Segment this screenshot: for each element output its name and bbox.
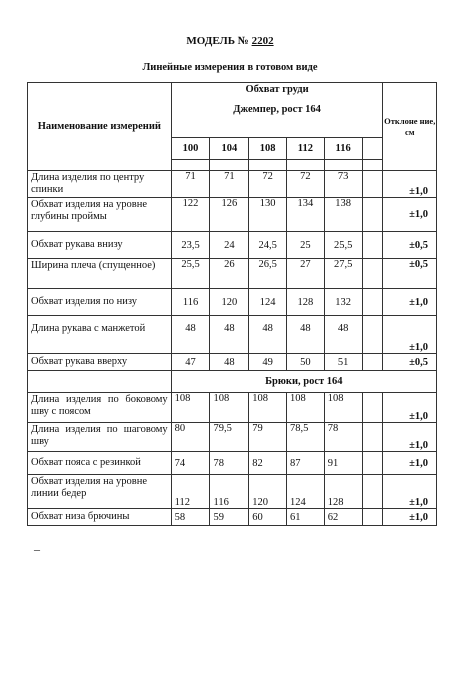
blank-cell xyxy=(249,160,287,171)
deviation-value: ±0,5 xyxy=(383,259,437,289)
measurement-value: 48 xyxy=(249,316,287,354)
measurement-name: Обхват изделия на уровне линии бедер xyxy=(28,475,172,509)
measurement-value: 134 xyxy=(287,198,325,232)
chest-header: Обхват груди xyxy=(245,84,309,95)
table-row xyxy=(28,452,437,475)
measurement-value: 116 xyxy=(210,475,249,509)
measurement-value: 78 xyxy=(324,423,362,452)
measurement-value: 59 xyxy=(210,509,249,526)
table-row xyxy=(28,354,437,371)
blank-cell xyxy=(362,198,383,232)
measurement-value: 78,5 xyxy=(287,423,325,452)
measurement-value: 128 xyxy=(287,289,325,316)
blank-cell xyxy=(210,160,249,171)
table-row xyxy=(28,423,437,452)
measurement-value: 108 xyxy=(171,393,210,423)
document-subtitle: Линейные измерения в готовом виде xyxy=(142,62,318,73)
measurement-value: 79 xyxy=(249,423,287,452)
measurement-value: 72 xyxy=(287,171,325,198)
blank-cell xyxy=(362,354,383,371)
measurement-value: 60 xyxy=(249,509,287,526)
measurement-value: 61 xyxy=(287,509,325,526)
deviation-value: ±1,0 xyxy=(383,452,437,475)
measurement-name: Длина изделия по центру спинки xyxy=(28,171,172,198)
measurement-value: 128 xyxy=(324,475,362,509)
blank-cell xyxy=(362,509,383,526)
measurement-value: 24 xyxy=(210,232,249,259)
model-label: МОДЕЛЬ № xyxy=(186,35,249,47)
table-row xyxy=(28,509,437,526)
measurement-name: Обхват рукава вверху xyxy=(28,354,172,371)
jumper-header: Джемпер, рост 164 xyxy=(233,104,321,115)
name-column-header: Наименование измерений xyxy=(28,83,172,171)
deviation-value: ±1,0 xyxy=(383,509,437,526)
measurement-value: 108 xyxy=(249,393,287,423)
deviation-value: ±1,0 xyxy=(383,198,437,232)
measurement-value: 51 xyxy=(324,354,362,371)
deviation-value: ±0,5 xyxy=(383,354,437,371)
measurement-value: 48 xyxy=(287,316,325,354)
measurement-value: 25,5 xyxy=(171,259,210,289)
table-row xyxy=(28,232,437,259)
chest-header-cell xyxy=(171,83,383,138)
blank-cell xyxy=(324,160,362,171)
measurement-name: Ширина плеча (спущенное) xyxy=(28,259,172,289)
measurement-value: 132 xyxy=(324,289,362,316)
measurement-value: 71 xyxy=(171,171,210,198)
deviation-value: ±1,0 xyxy=(383,393,437,423)
section-header-row xyxy=(28,371,437,393)
measurement-value: 48 xyxy=(171,316,210,354)
size-header: 104 xyxy=(210,138,249,160)
measurement-value: 49 xyxy=(249,354,287,371)
size-header: 100 xyxy=(171,138,210,160)
blank-cell xyxy=(362,423,383,452)
table-row xyxy=(28,171,437,198)
trousers-header: Брюки, рост 164 xyxy=(171,371,436,393)
model-number: 2202 xyxy=(251,35,274,47)
measurement-value: 26,5 xyxy=(249,259,287,289)
deviation-value: ±1,0 xyxy=(383,423,437,452)
table-row xyxy=(28,393,437,423)
blank-cell xyxy=(362,316,383,354)
measurement-value: 124 xyxy=(249,289,287,316)
deviation-value: ±1,0 xyxy=(383,475,437,509)
measurement-name: Длина изделия по шаговому шву xyxy=(28,423,172,452)
size-header: 108 xyxy=(249,138,287,160)
blank-cell xyxy=(362,475,383,509)
deviation-value: ±0,5 xyxy=(383,232,437,259)
blank-cell xyxy=(362,452,383,475)
blank-cell xyxy=(287,160,325,171)
measurement-value: 27,5 xyxy=(324,259,362,289)
measurement-value: 24,5 xyxy=(249,232,287,259)
measurement-value: 47 xyxy=(171,354,210,371)
blank-cell xyxy=(362,289,383,316)
measurement-name: Длина изделия по боковому шву с поясом xyxy=(28,393,172,423)
size-header: 116 xyxy=(324,138,362,160)
measurement-value: 112 xyxy=(171,475,210,509)
measurement-value: 130 xyxy=(249,198,287,232)
measurement-name: Обхват изделия на уровне глубины проймы xyxy=(28,198,172,232)
measurement-value: 72 xyxy=(249,171,287,198)
measurement-value: 124 xyxy=(287,475,325,509)
measurement-value: 50 xyxy=(287,354,325,371)
table-row xyxy=(28,475,437,509)
deviation-value: ±1,0 xyxy=(383,289,437,316)
table-row xyxy=(28,289,437,316)
measurement-value: 120 xyxy=(249,475,287,509)
measurement-value: 25,5 xyxy=(324,232,362,259)
measurement-value: 78 xyxy=(210,452,249,475)
measurement-value: 80 xyxy=(171,423,210,452)
table-row xyxy=(28,259,437,289)
measurement-value: 23,5 xyxy=(171,232,210,259)
blank-cell xyxy=(362,232,383,259)
measurement-value: 138 xyxy=(324,198,362,232)
document-title xyxy=(0,35,460,47)
measurement-value: 74 xyxy=(171,452,210,475)
measurement-value: 82 xyxy=(249,452,287,475)
measurement-value: 62 xyxy=(324,509,362,526)
table-header-row xyxy=(28,83,437,138)
blank-cell xyxy=(362,259,383,289)
measurement-value: 122 xyxy=(171,198,210,232)
measurement-value: 108 xyxy=(324,393,362,423)
measurement-name: Длина рукава с манжетой xyxy=(28,316,172,354)
measurement-value: 87 xyxy=(287,452,325,475)
measurement-value: 48 xyxy=(210,354,249,371)
table-row xyxy=(28,316,437,354)
measurement-value: 71 xyxy=(210,171,249,198)
measurement-value: 116 xyxy=(171,289,210,316)
measurement-value: 108 xyxy=(210,393,249,423)
blank-cell xyxy=(362,160,383,171)
measurement-value: 48 xyxy=(210,316,249,354)
measurement-name: Обхват низа брючины xyxy=(28,509,172,526)
deviation-value: ±1,0 xyxy=(383,316,437,354)
blank-cell xyxy=(171,160,210,171)
blank-cell xyxy=(28,371,172,393)
measurement-value: 26 xyxy=(210,259,249,289)
measurement-value: 120 xyxy=(210,289,249,316)
footer-dash: – xyxy=(34,542,40,556)
deviation-value: ±1,0 xyxy=(383,171,437,198)
measurement-value: 79,5 xyxy=(210,423,249,452)
measurement-value: 108 xyxy=(287,393,325,423)
blank-cell xyxy=(362,138,383,160)
measurement-value: 48 xyxy=(324,316,362,354)
table-row xyxy=(28,198,437,232)
blank-cell xyxy=(362,393,383,423)
measurements-table xyxy=(27,82,437,526)
measurement-name: Обхват рукава внизу xyxy=(28,232,172,259)
measurement-value: 58 xyxy=(171,509,210,526)
measurement-value: 73 xyxy=(324,171,362,198)
measurement-value: 27 xyxy=(287,259,325,289)
measurement-value: 25 xyxy=(287,232,325,259)
measurement-value: 91 xyxy=(324,452,362,475)
deviation-column-header: Отклоне ние, см xyxy=(383,83,437,171)
measurement-name: Обхват изделия по низу xyxy=(28,289,172,316)
measurement-name: Обхват пояса с резинкой xyxy=(28,452,172,475)
measurement-value: 126 xyxy=(210,198,249,232)
size-header: 112 xyxy=(287,138,325,160)
blank-cell xyxy=(362,171,383,198)
